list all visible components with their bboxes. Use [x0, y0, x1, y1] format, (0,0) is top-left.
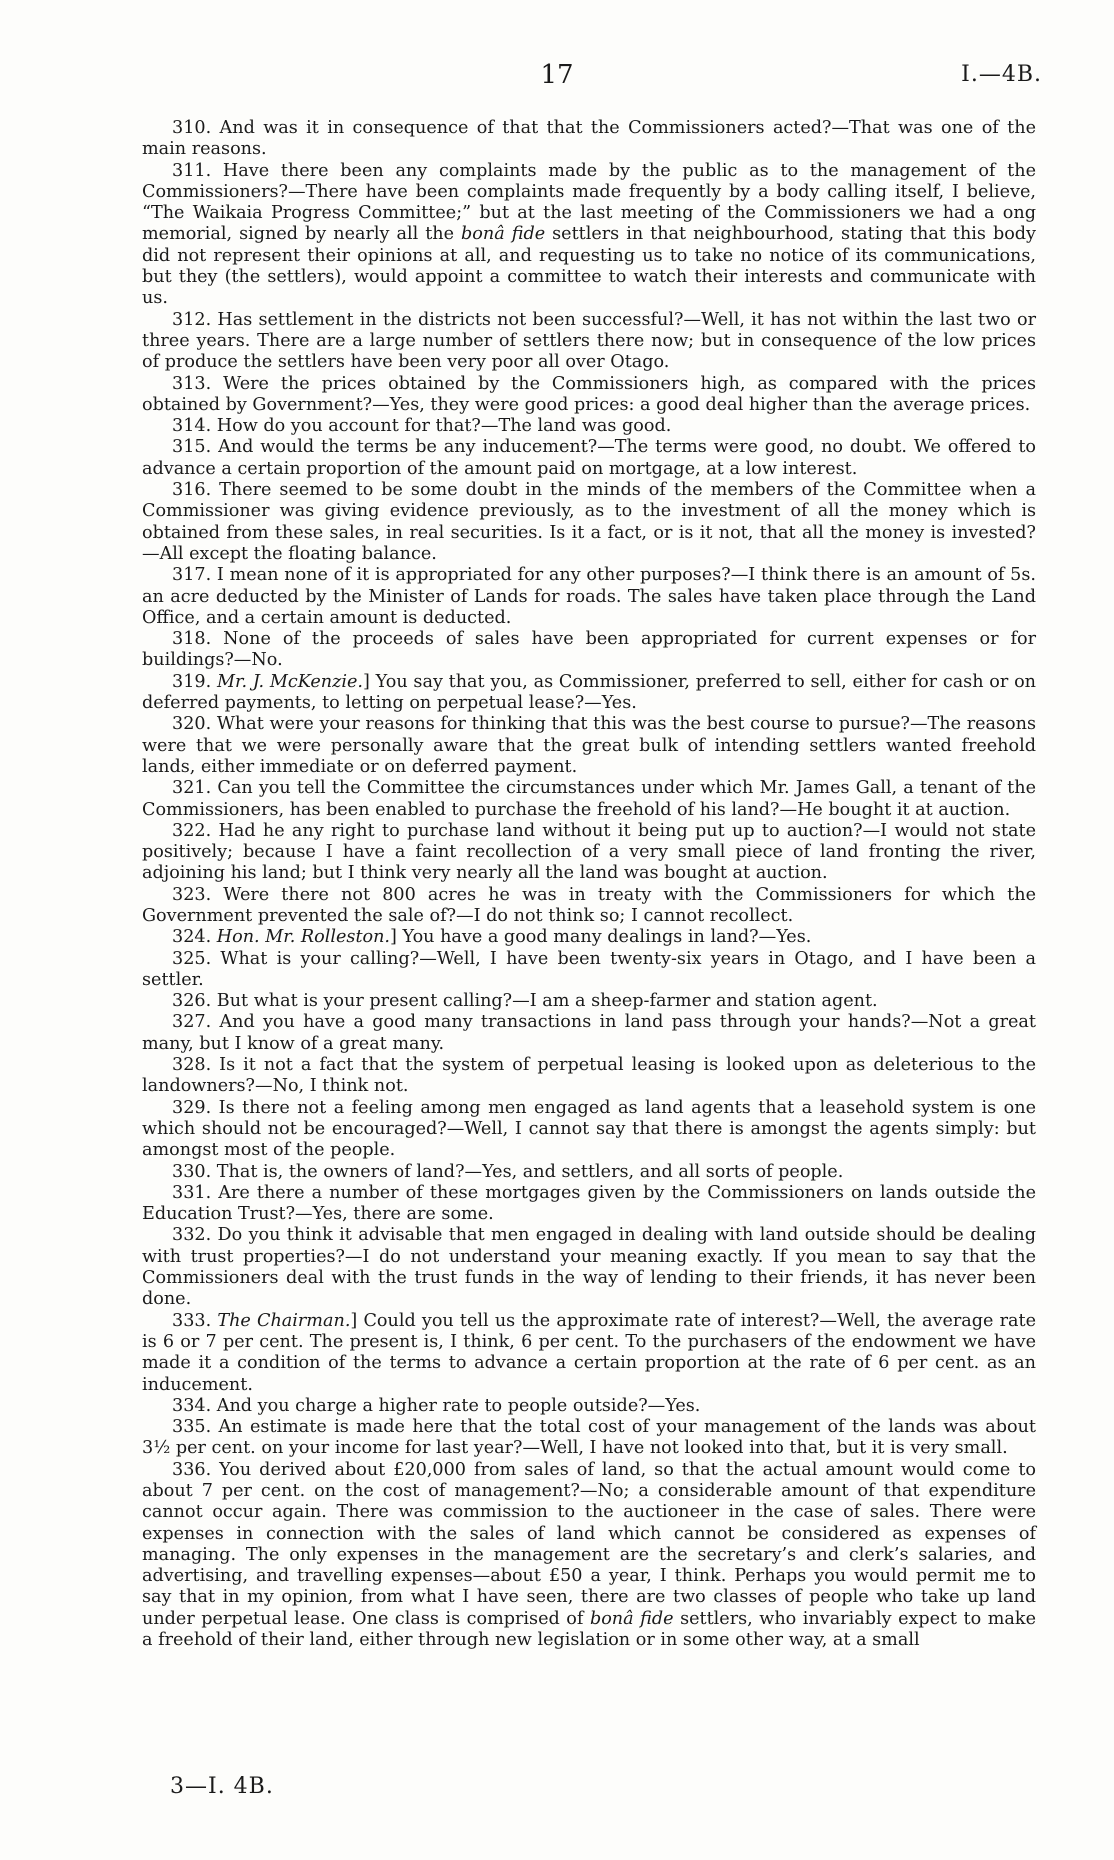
evidence-paragraph: [142, 310, 1036, 374]
evidence-paragraph: [142, 437, 1036, 480]
document-reference: I.—4B.: [961, 62, 1042, 87]
paragraph-text: 327. And you have a good many transactions in land pass through your hands?—Not a great many, but I know of a great many.: [142, 1012, 1036, 1054]
evidence-paragraph: [142, 1162, 1036, 1183]
paragraph-text: 335. An estimate is made here that the total cost of your management of the lands was about 3½ per cent. on your income for last year?—Well, I have not looked into that, but it is very small.: [142, 1417, 1036, 1459]
paragraph-text: 329. Is there not a feeling among men engaged as land agents that a leasehold system is one which should not be encouraged?—Well, I cannot say that there is amongst the agents simply: but amongst most of the people.: [142, 1097, 1036, 1161]
evidence-paragraph: [142, 1225, 1036, 1310]
paragraph-text: ] Could you tell us the approximate rate of interest?—Well, the average rate is 6 or 7 per cent. The present is, I think, 6 per cent. To the purchasers of the endowment we have made it a condition of the terms to advance a certain proportion at the rate of 6 per cent. as an inducement.: [142, 1310, 1036, 1395]
evidence-paragraph: [142, 416, 1036, 437]
paragraph-text: 323. Were there not 800 acres he was in treaty with the Commissioners for which the Government prevented the sale of?—I do not think so; I cannot recollect.: [142, 884, 1036, 926]
evidence-paragraph: [142, 1417, 1036, 1460]
evidence-paragraph: [142, 1055, 1036, 1098]
italic-phrase: bonâ fide: [589, 1608, 674, 1629]
paragraph-text: 318. None of the proceeds of sales have been appropriated for current expenses or for buildings?—No.: [142, 629, 1036, 671]
evidence-paragraph: [142, 161, 1036, 310]
paragraph-text: 312. Has settlement in the districts not been successful?—Well, it has not within the last two or three years. There are a large number of settlers there now; but in consequence of the low prices of produce the settlers have been very poor all over Otago.: [142, 309, 1036, 373]
italic-phrase: bonâ fide: [461, 224, 546, 245]
paragraph-text: 334. And you charge a higher rate to people outside?—Yes.: [172, 1395, 701, 1416]
paragraph-text: ] You say that you, as Commissioner, preferred to sell, either for cash or on deferred payments, to letting on perpetual lease?—Yes.: [142, 671, 1036, 714]
paragraph-text: 325. What is your calling?—Well, I have been twenty-six years in Otago, and I have been a settler.: [142, 948, 1036, 990]
paragraph-text: 330. That is, the owners of land?—Yes, and settlers, and all sorts of people.: [172, 1161, 844, 1182]
paragraph-text: 315. And would the terms be any inducement?—The terms were good, no doubt. We offered to advance a certain proportion of the amount paid on mortgage, at a low interest.: [142, 437, 1036, 479]
paragraph-text: 333.: [172, 1310, 218, 1331]
paragraph-text: 317. I mean none of it is appropriated for any other purposes?—I think there is an amount of 5s. an acre deducted by the Minister of Lands for roads. The sales have taken place through the Land Office, and a certain amount is deducted.: [142, 565, 1036, 628]
paragraph-text: 310. And was it in consequence of that that the Commissioners acted?—That was one of the main reasons.: [142, 118, 1036, 160]
evidence-paragraph: [142, 629, 1036, 672]
italic-phrase: Mr. J. McKenzie.: [216, 671, 364, 692]
paragraph-text: 328. Is it not a fact that the system of perpetual leasing is looked upon as deleterious to the landowners?—No, I think not.: [142, 1055, 1036, 1097]
paragraph-text: 321. Can you tell the Committee the circumstances under which Mr. James Gall, a tenant of the Commissioners, has been enabled to purchase the freehold of his land?—He bought it at auction.: [142, 778, 1036, 820]
paragraph-text: 316. There seemed to be some doubt in the minds of the members of the Committee when a Commissioner was giving evidence previously, as to the investment of all the money which is obtained from these sales, in real securities. Is it a fact, or is it not, that all the money is invested?—All except the floating balance.: [142, 480, 1036, 564]
evidence-paragraph: [142, 949, 1036, 992]
evidence-paragraph: [142, 1183, 1036, 1226]
evidence-paragraph: [142, 672, 1036, 715]
paragraph-text: 331. Are there a number of these mortgages given by the Commissioners on lands outside the Education Trust?—Yes, there are some.: [142, 1182, 1036, 1225]
evidence-paragraph: [142, 1460, 1036, 1652]
paragraph-text: settlers, who invariably expect to make a freehold of their land, either through new legislation or in some other way, at a small: [142, 1608, 1036, 1651]
paragraph-text: 319.: [172, 671, 217, 692]
paragraph-text: ] You have a good many dealings in land?—Yes.: [390, 927, 812, 948]
evidence-paragraph: [142, 885, 1036, 928]
evidence-text: [142, 118, 1036, 1651]
evidence-paragraph: [142, 118, 1036, 161]
evidence-paragraph: [142, 1311, 1036, 1396]
evidence-paragraph: [142, 1396, 1036, 1417]
evidence-paragraph: [142, 927, 1036, 948]
evidence-paragraph: [142, 374, 1036, 417]
evidence-paragraph: [142, 714, 1036, 778]
page-number: 17: [540, 60, 574, 90]
paragraph-text: 313. Were the prices obtained by the Commissioners high, as compared with the prices obtained by Government?—Yes, they were good prices: a good deal higher than the average prices.: [142, 373, 1036, 415]
evidence-paragraph: [142, 821, 1036, 885]
page-header: [0, 60, 1114, 100]
paragraph-text: settlers in that neighbourhood, stating that this body did not represent their opinions at all, and requesting us to take no notice of its communications, but they (the settlers), would appoint a committee to watch their interests and communicate with us.: [142, 224, 1037, 309]
evidence-paragraph: [142, 565, 1036, 629]
paragraph-text: 332. Do you think it advisable that men engaged in dealing with land outside should be dealing with trust properties?—I do not understand your meaning exactly. If you mean to say that the Commissioners deal with the trust funds in the way of lending to their friends, it has never been done.: [142, 1225, 1036, 1310]
paragraph-text: 314. How do you account for that?—The land was good.: [172, 416, 672, 437]
paragraph-text: 324.: [172, 927, 217, 948]
italic-phrase: The Chairman.: [217, 1310, 351, 1331]
paragraph-text: 326. But what is your present calling?—I am a sheep-farmer and station agent.: [172, 991, 878, 1012]
paragraph-text: 311. Have there been any complaints made by the public as to the management of the Commissioners?—There have been complaints made frequently by a body calling itself, I believe, “The Waikaia Progress Committee;” but at the last meeting of the Commissioners we had a ong memorial, signed by nearly all the: [142, 160, 1036, 245]
evidence-paragraph: [142, 1098, 1036, 1162]
paragraph-text: 336. You derived about £20,000 from sales of land, so that the actual amount would come to about 7 per cent. on the cost of management?—No; a considerable amount of that expenditure cannot occur again. There was commission to the auctioneer in the case of sales. There were expenses in connection with the sales of land which cannot be considered as expenses of managing. The only expenses in the management are the secretary’s and clerk’s salaries, and advertising, and travelling expenses—about £50 a year, I think. Perhaps you would permit me to say that in my opinion, from what I have seen, there are two classes of people who take up land under perpetual lease. One class is comprised of: [142, 1459, 1036, 1629]
italic-phrase: Hon. Mr. Rolleston.: [216, 927, 391, 948]
evidence-paragraph: [142, 480, 1036, 565]
paragraph-text: 320. What were your reasons for thinking that this was the best course to pursue?—The reasons were that we were personally aware that the great bulk of intending settlers wanted freehold lands, either immediate or on deferred payment.: [142, 714, 1036, 777]
sheet-signature: 3—I. 4B.: [170, 1774, 274, 1799]
evidence-paragraph: [142, 778, 1036, 821]
evidence-paragraph: [142, 991, 1036, 1012]
paragraph-text: 322. Had he any right to purchase land without it being put up to auction?—I would not state positively; because I have a faint recollection of a very small piece of land fronting the river, adjoining his land; but I think very nearly all the land was bought at auction.: [142, 820, 1036, 884]
evidence-paragraph: [142, 1012, 1036, 1055]
